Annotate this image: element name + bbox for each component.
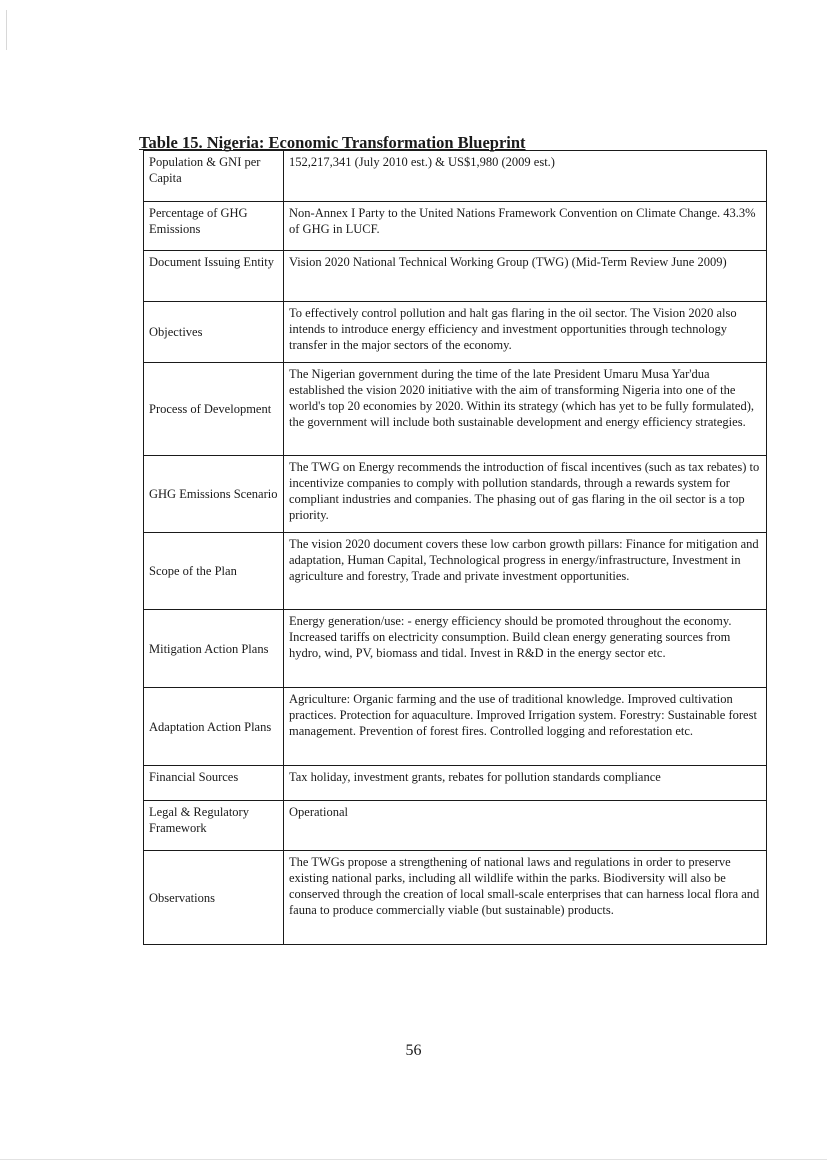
table-row [144, 688, 767, 766]
row-value: Agriculture: Organic farming and the use of traditional knowledge. Improved cultivation practices. Protection for aquaculture. Improved Irrigation system. Forestry: Sustainable forest management. Prevention of forest fires. Controlled logging and reforestation etc. [284, 688, 767, 766]
table-row [144, 363, 767, 456]
row-label: Scope of the Plan [144, 533, 284, 610]
table-row [144, 202, 767, 251]
row-label: Observations [144, 851, 284, 945]
row-label: GHG Emissions Scenario [144, 456, 284, 533]
row-label: Population & GNI per Capita [144, 151, 284, 202]
row-value: Vision 2020 National Technical Working Group (TWG) (Mid-Term Review June 2009) [284, 251, 767, 302]
row-value: To effectively control pollution and halt gas flaring in the oil sector. The Vision 2020 also intends to introduce energy efficiency and investment opportunities through technology transfer in the major sectors of the economy. [284, 302, 767, 363]
table-title: Table 15. Nigeria: Economic Transformation Blueprint [139, 133, 526, 152]
table-row [144, 766, 767, 801]
table-row [144, 610, 767, 688]
table-row [144, 533, 767, 610]
row-value: The vision 2020 document covers these low carbon growth pillars: Finance for mitigation and adaptation, Human Capital, Technological progress in energy/infrastructure, Investment in agriculture and forestry, Trade and private investment opportunities. [284, 533, 767, 610]
row-label: Mitigation Action Plans [144, 610, 284, 688]
row-label: Document Issuing Entity [144, 251, 284, 302]
table-row [144, 302, 767, 363]
table-row [144, 801, 767, 851]
row-label: Process of Development [144, 363, 284, 456]
table-row [144, 251, 767, 302]
table-row [144, 151, 767, 202]
row-label: Percentage of GHG Emissions [144, 202, 284, 251]
row-label: Legal & Regulatory Framework [144, 801, 284, 851]
row-value: Tax holiday, investment grants, rebates for pollution standards compliance [284, 766, 767, 801]
row-label: Financial Sources [144, 766, 284, 801]
row-value: The Nigerian government during the time of the late President Umaru Musa Yar'dua established the vision 2020 initiative with the aim of transforming Nigeria into one of the world's top 20 economies by 2020. Within its strategy (which has yet to be fully formulated), the government will include both sustainable development and energy efficiency strategies. [284, 363, 767, 456]
page-bottom-edge [0, 1159, 827, 1160]
row-value: Energy generation/use: - energy efficiency should be promoted throughout the economy. Increased tariffs on electricity consumption. Build clean energy generating sources from hydro, wind, PV, biomass and tidal. Invest in R&D in the energy sector etc. [284, 610, 767, 688]
page-number: 56 [405, 1042, 422, 1059]
table-row [144, 851, 767, 945]
row-value: 152,217,341 (July 2010 est.) & US$1,980 (2009 est.) [284, 151, 767, 202]
row-label: Objectives [144, 302, 284, 363]
table-row [144, 456, 767, 533]
blueprint-table [143, 150, 767, 945]
row-value: Operational [284, 801, 767, 851]
row-value: The TWGs propose a strengthening of national laws and regulations in order to preserve existing national parks, including all wildlife within the parks. Biodiversity will also be conserved through the creation of local small-scale enterprises that can harness local flora and fauna to produce commercially viable (but sustainable) products. [284, 851, 767, 945]
row-value: The TWG on Energy recommends the introduction of fiscal incentives (such as tax rebates) to incentivize companies to comply with pollution standards, through a rewards system for compliant industries and companies. The phasing out of gas flaring in the oil sector is a top priority. [284, 456, 767, 533]
row-value: Non-Annex I Party to the United Nations Framework Convention on Climate Change. 43.3% of GHG in LUCF. [284, 202, 767, 251]
row-label: Adaptation Action Plans [144, 688, 284, 766]
page-edge-mark [6, 10, 7, 50]
